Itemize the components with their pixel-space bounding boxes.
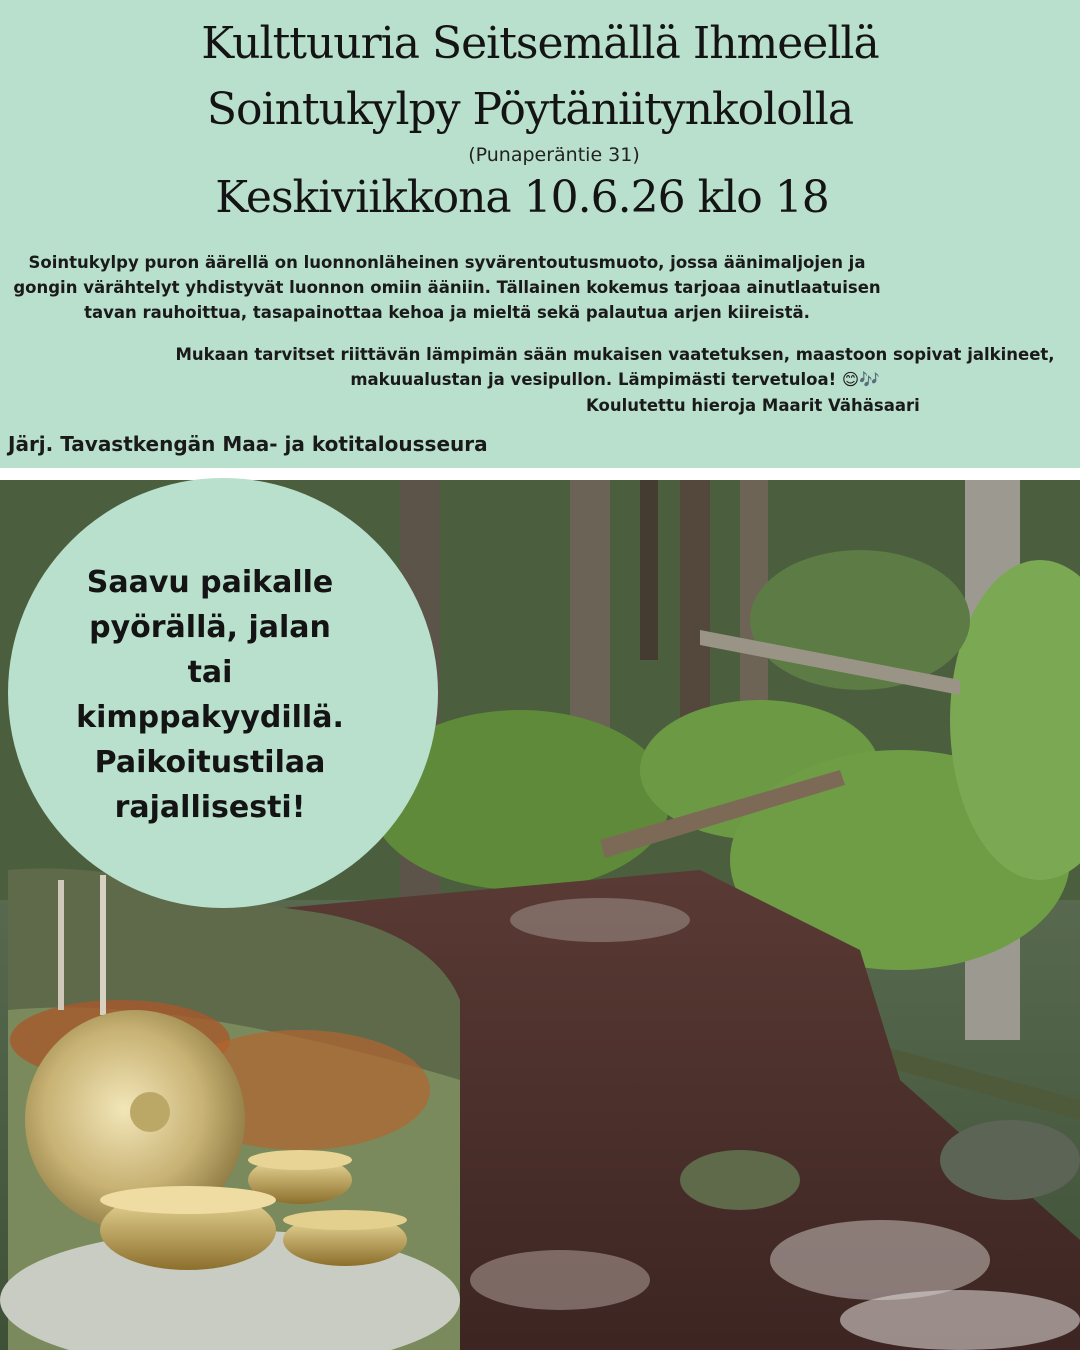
event-description [4,250,890,325]
host-signature: Koulutettu hieroja Maarit Vähäsaari [586,396,920,415]
needs-line: Mukaan tarvitset riittävän lämpimän sään mukaisen vaatetuksen, maastoon sopivat jalkineet, [175,345,1055,364]
needs-line: makuualustan ja vesipullon. Lämpimästi tervetuloa! 😊🎶 [350,370,880,389]
arrival-note [8,560,412,830]
event-subtitle: Sointukylpy Pöytäniitynkololla [206,84,854,135]
event-address: (Punaperäntie 31) [468,144,640,166]
what-to-bring [170,342,1060,392]
description-line: Sointukylpy puron äärellä on luonnonläheinen syvärentoutusmuoto, jossa äänimaljojen ja [28,253,866,272]
arrival-line: Paikoitustilaa [94,745,326,780]
arrival-line: pyörällä, jalan [89,610,331,645]
event-date: Keskiviikkona 10.6.26 klo 18 [215,172,829,223]
organizer: Järj. Tavastkengän Maa- ja kotitalousseura [8,432,488,456]
arrival-line: kimppakyydillä. [76,700,344,735]
arrival-line: tai [187,655,233,690]
event-title: Kulttuuria Seitsemällä Ihmeellä [201,18,879,69]
arrival-line: Saavu paikalle [86,565,334,600]
header-panel [0,0,1080,468]
description-line: gongin värähtelyt yhdistyvät luonnon omiin ääniin. Tällainen kokemus tarjoaa ainutlaatuisen [13,278,881,297]
arrival-line: rajallisesti! [114,790,306,825]
description-line: tavan rauhoittua, tasapainottaa kehoa ja mieltä sekä palautua arjen kiireistä. [84,303,810,322]
